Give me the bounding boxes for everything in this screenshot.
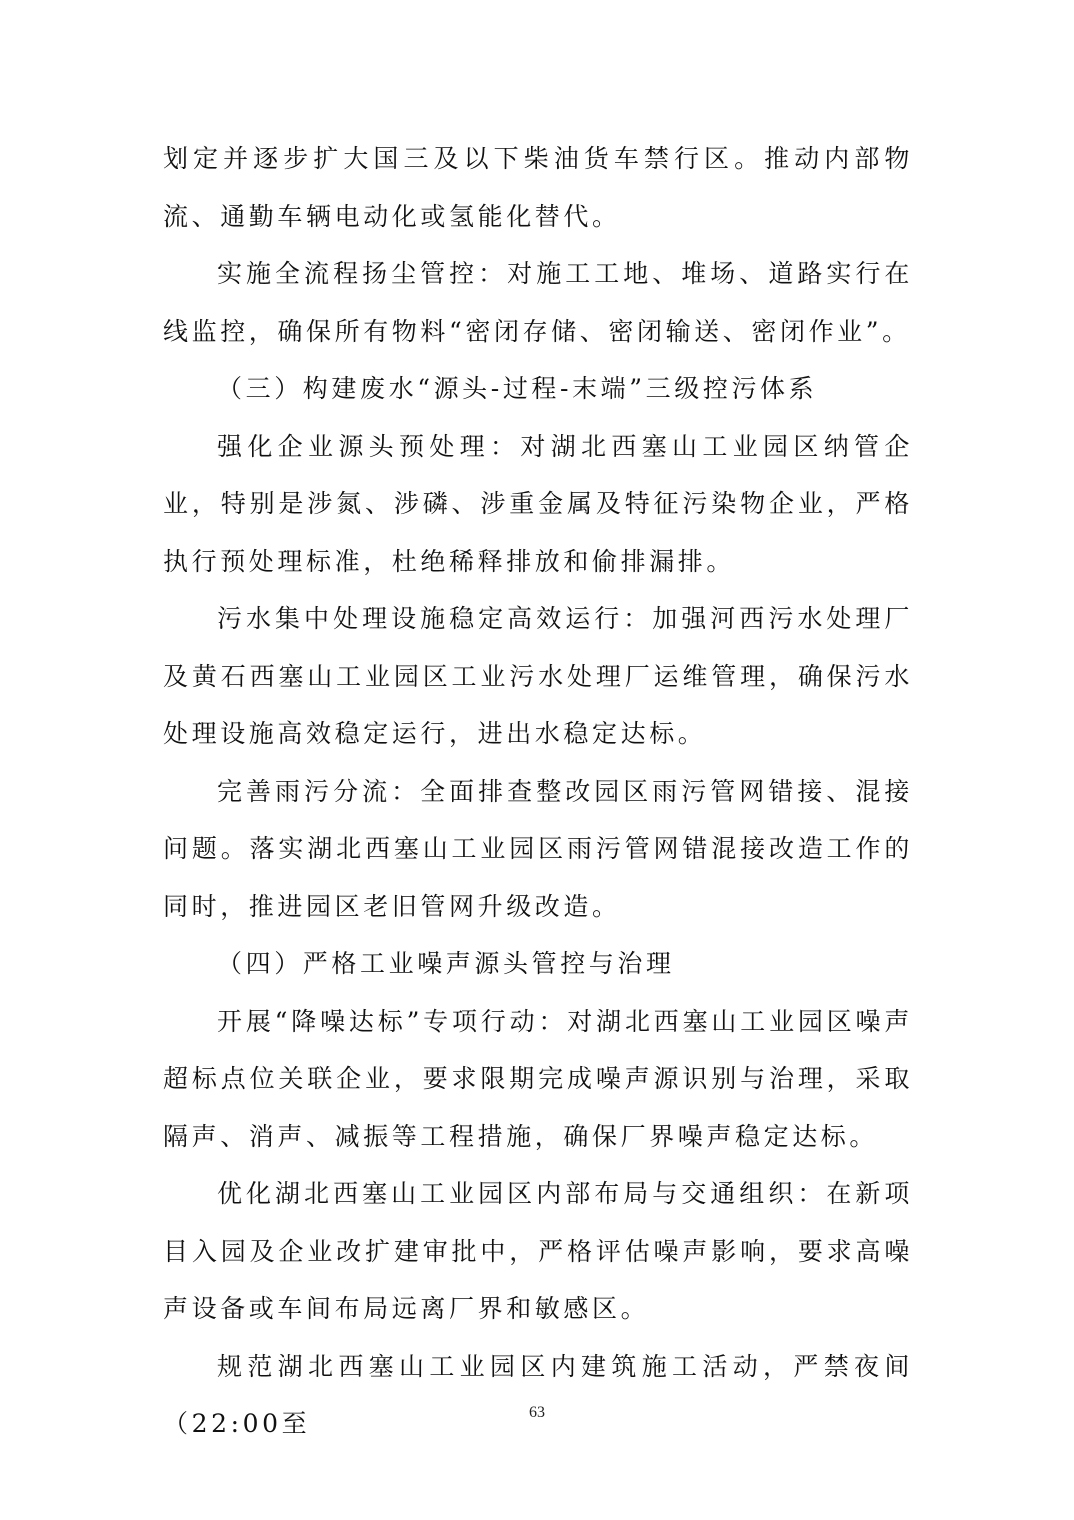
section-heading-3: （三）构建废水“源头-过程-末端”三级控污体系 xyxy=(217,374,818,403)
paragraph-1: 划定并逐步扩大国三及以下柴油货车禁行区。推动内部物流、通勤车辆电动化或氢能化替代。 xyxy=(163,144,913,231)
paragraph-5: 污水集中处理设施稳定高效运行：加强河西污水处理厂及黄石西塞山工业园区工业污水处理厂运维管理，确保污水处理设施高效稳定运行，进出水稳定达标。 xyxy=(163,604,913,748)
document-body xyxy=(163,130,913,1453)
paragraph-8: 开展“降噪达标”专项行动：对湖北西塞山工业园区噪声超标点位关联企业，要求限期完成噪声源识别与治理，采取隔声、消声、减振等工程措施，确保厂界噪声稳定达标。 xyxy=(163,1006,913,1151)
paragraph-6: 完善雨污分流：全面排查整改园区雨污管网错接、混接问题。落实湖北西塞山工业园区雨污管网错混接改造工作的同时，推进园区老旧管网升级改造。 xyxy=(163,776,913,921)
paragraph-2: 实施全流程扬尘管控：对施工工地、堆场、道路实行在线监控，确保所有物料“密闭存储、密闭输送、密闭作业”。 xyxy=(163,259,913,346)
paragraph-9: 优化湖北西塞山工业园区内部布局与交通组织：在新项目入园及企业改扩建审批中，严格评估噪声影响，要求高噪声设备或车间布局远离厂界和敏感区。 xyxy=(163,1179,913,1323)
section-heading-4: （四）严格工业噪声源头管控与治理 xyxy=(217,949,675,978)
paragraph-10: 规范湖北西塞山工业园区内建筑施工活动，严禁夜间（22:00至 xyxy=(163,1351,913,1438)
page-number: 63 xyxy=(529,1404,545,1421)
paragraph-4: 强化企业源头预处理：对湖北西塞山工业园区纳管企业，特别是涉氮、涉磷、涉重金属及特征污染物企业，严格执行预处理标准，杜绝稀释排放和偷排漏排。 xyxy=(163,431,913,576)
